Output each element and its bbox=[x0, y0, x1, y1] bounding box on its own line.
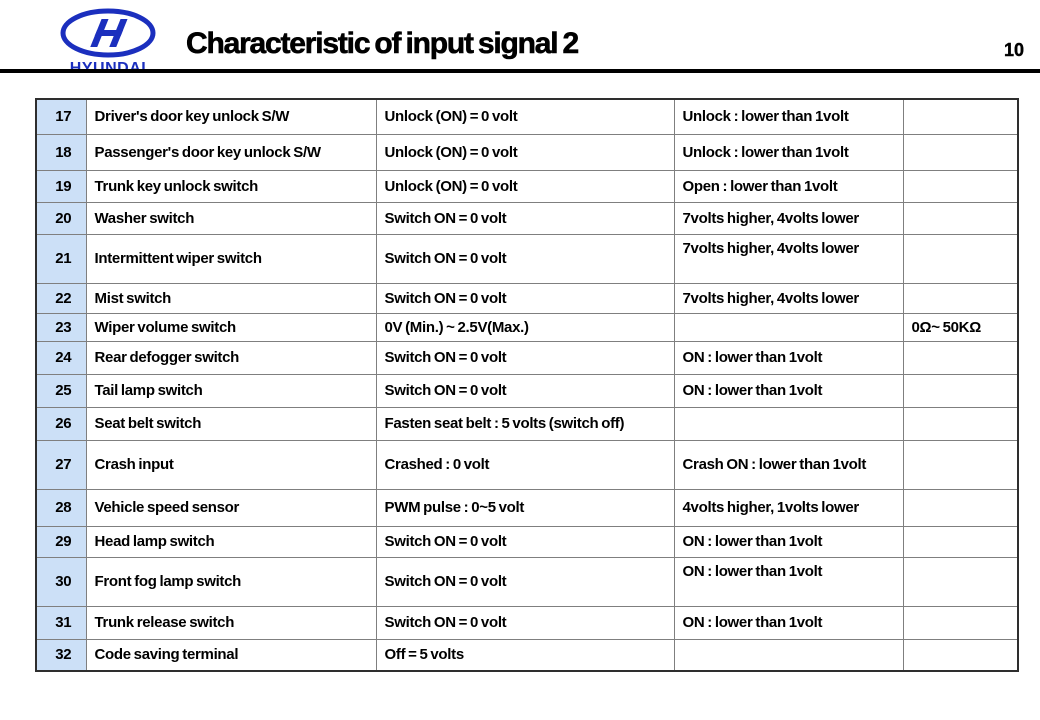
table-row bbox=[36, 606, 1018, 639]
signal-table-body bbox=[36, 99, 1018, 671]
cell-signal: Fasten seat belt : 5 volts (switch off) bbox=[376, 407, 674, 440]
cell-note bbox=[903, 170, 1018, 202]
cell-note bbox=[903, 234, 1018, 283]
cell-signal: Unlock (ON) = 0 volt bbox=[376, 134, 674, 170]
cell-condition: ON : lower than 1volt bbox=[674, 557, 903, 606]
cell-name: Trunk release switch bbox=[86, 606, 376, 639]
cell-number: 20 bbox=[36, 202, 86, 234]
cell-number: 30 bbox=[36, 557, 86, 606]
cell-signal: Switch ON = 0 volt bbox=[376, 341, 674, 374]
cell-condition: 4volts higher, 1volts lower bbox=[674, 489, 903, 526]
cell-note bbox=[903, 407, 1018, 440]
cell-signal: Switch ON = 0 volt bbox=[376, 234, 674, 283]
cell-name: Rear defogger switch bbox=[86, 341, 376, 374]
cell-signal: Crashed : 0 volt bbox=[376, 440, 674, 489]
table-row bbox=[36, 283, 1018, 313]
cell-note bbox=[903, 134, 1018, 170]
cell-note bbox=[903, 639, 1018, 671]
cell-note bbox=[903, 202, 1018, 234]
cell-name: Intermittent wiper switch bbox=[86, 234, 376, 283]
cell-number: 21 bbox=[36, 234, 86, 283]
cell-signal: 0V (Min.) ~ 2.5V(Max.) bbox=[376, 313, 674, 341]
cell-condition: 7volts higher, 4volts lower bbox=[674, 283, 903, 313]
header-divider bbox=[0, 69, 1040, 73]
table-row bbox=[36, 313, 1018, 341]
cell-condition bbox=[674, 639, 903, 671]
cell-condition: 7volts higher, 4volts lower bbox=[674, 202, 903, 234]
table-row bbox=[36, 234, 1018, 283]
cell-note bbox=[903, 440, 1018, 489]
cell-note bbox=[903, 374, 1018, 407]
cell-condition bbox=[674, 407, 903, 440]
table-row bbox=[36, 557, 1018, 606]
cell-number: 19 bbox=[36, 170, 86, 202]
cell-note bbox=[903, 489, 1018, 526]
cell-name: Driver's door key unlock S/W bbox=[86, 99, 376, 134]
cell-name: Passenger's door key unlock S/W bbox=[86, 134, 376, 170]
cell-number: 17 bbox=[36, 99, 86, 134]
table-row bbox=[36, 134, 1018, 170]
table-row bbox=[36, 170, 1018, 202]
cell-name: Front fog lamp switch bbox=[86, 557, 376, 606]
cell-note bbox=[903, 526, 1018, 557]
cell-name: Vehicle speed sensor bbox=[86, 489, 376, 526]
cell-condition: Unlock : lower than 1volt bbox=[674, 99, 903, 134]
cell-signal: Switch ON = 0 volt bbox=[376, 202, 674, 234]
cell-note bbox=[903, 283, 1018, 313]
table-row bbox=[36, 341, 1018, 374]
cell-name: Washer switch bbox=[86, 202, 376, 234]
cell-number: 25 bbox=[36, 374, 86, 407]
page-number: 10 bbox=[1003, 40, 1024, 60]
cell-name: Seat belt switch bbox=[86, 407, 376, 440]
cell-signal: PWM pulse : 0~5 volt bbox=[376, 489, 674, 526]
cell-name: Crash input bbox=[86, 440, 376, 489]
cell-number: 29 bbox=[36, 526, 86, 557]
table-row bbox=[36, 440, 1018, 489]
cell-signal: Switch ON = 0 volt bbox=[376, 557, 674, 606]
cell-signal: Switch ON = 0 volt bbox=[376, 283, 674, 313]
cell-condition: ON : lower than 1volt bbox=[674, 341, 903, 374]
cell-name: Tail lamp switch bbox=[86, 374, 376, 407]
page-title: Characteristic of input signal 2 bbox=[186, 27, 579, 60]
cell-signal: Unlock (ON) = 0 volt bbox=[376, 99, 674, 134]
table-row bbox=[36, 489, 1018, 526]
cell-number: 31 bbox=[36, 606, 86, 639]
cell-note bbox=[903, 557, 1018, 606]
cell-signal: Off = 5 volts bbox=[376, 639, 674, 671]
hyundai-logo-icon bbox=[58, 8, 158, 58]
cell-condition: Crash ON : lower than 1volt bbox=[674, 440, 903, 489]
table-row bbox=[36, 374, 1018, 407]
input-signal-table bbox=[35, 98, 1019, 672]
table-row bbox=[36, 526, 1018, 557]
cell-note bbox=[903, 606, 1018, 639]
cell-number: 22 bbox=[36, 283, 86, 313]
cell-signal: Switch ON = 0 volt bbox=[376, 374, 674, 407]
hyundai-logo bbox=[52, 8, 164, 78]
cell-number: 18 bbox=[36, 134, 86, 170]
cell-number: 28 bbox=[36, 489, 86, 526]
cell-note: 0Ω~ 50KΩ bbox=[903, 313, 1018, 341]
cell-number: 23 bbox=[36, 313, 86, 341]
cell-note bbox=[903, 341, 1018, 374]
cell-name: Mist switch bbox=[86, 283, 376, 313]
cell-signal: Switch ON = 0 volt bbox=[376, 606, 674, 639]
cell-condition bbox=[674, 313, 903, 341]
cell-signal: Unlock (ON) = 0 volt bbox=[376, 170, 674, 202]
cell-signal: Switch ON = 0 volt bbox=[376, 526, 674, 557]
cell-number: 24 bbox=[36, 341, 86, 374]
cell-condition: Unlock : lower than 1volt bbox=[674, 134, 903, 170]
cell-condition: ON : lower than 1volt bbox=[674, 526, 903, 557]
cell-condition: ON : lower than 1volt bbox=[674, 374, 903, 407]
table-row bbox=[36, 407, 1018, 440]
cell-name: Code saving terminal bbox=[86, 639, 376, 671]
cell-number: 27 bbox=[36, 440, 86, 489]
table-row bbox=[36, 99, 1018, 134]
cell-name: Trunk key unlock switch bbox=[86, 170, 376, 202]
cell-name: Wiper volume switch bbox=[86, 313, 376, 341]
table-row bbox=[36, 202, 1018, 234]
cell-condition: Open : lower than 1volt bbox=[674, 170, 903, 202]
table-row bbox=[36, 639, 1018, 671]
cell-name: Head lamp switch bbox=[86, 526, 376, 557]
cell-condition: ON : lower than 1volt bbox=[674, 606, 903, 639]
cell-condition: 7volts higher, 4volts lower bbox=[674, 234, 903, 283]
cell-number: 26 bbox=[36, 407, 86, 440]
cell-note bbox=[903, 99, 1018, 134]
cell-number: 32 bbox=[36, 639, 86, 671]
